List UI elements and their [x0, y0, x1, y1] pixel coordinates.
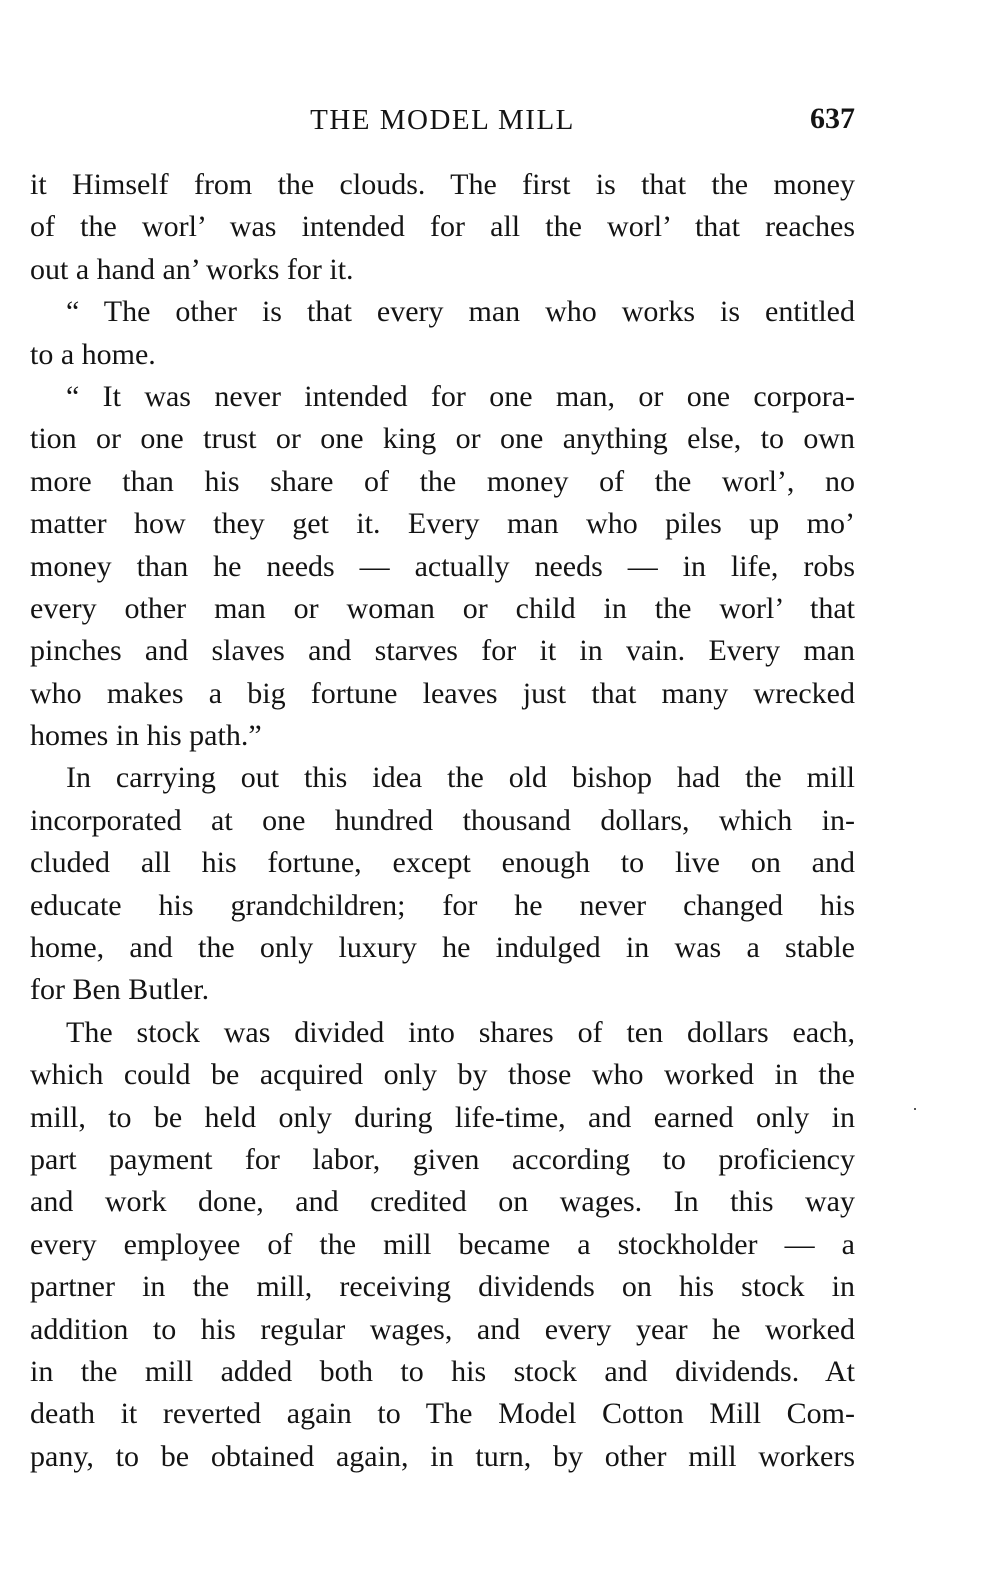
text-line: mill, to be held only during life-time, and earned only in: [30, 1100, 855, 1134]
text-line: partner in the mill, receiving dividends on his stock in: [30, 1270, 855, 1304]
text-line: in the mill added both to his stock and dividends. At: [30, 1354, 855, 1388]
text-line: incorporated at one hundred thousand dollars, which in-: [30, 803, 855, 837]
text-line: and work done, and credited on wages. In this way: [30, 1185, 855, 1219]
text-line: The stock was divided into shares of ten dollars each,: [66, 1015, 855, 1049]
text-line: every other man or woman or child in the worl’ that: [30, 591, 855, 625]
text-line: cluded all his fortune, except enough to live on and: [30, 846, 855, 880]
text-line: more than his share of the money of the worl’, no: [30, 464, 855, 498]
text-line: it Himself from the clouds. The first is that the money: [30, 168, 855, 201]
text-line: matter how they get it. Every man who piles up mo’: [30, 507, 855, 541]
text-line: every employee of the mill became a stockholder — a: [30, 1227, 855, 1261]
text-line: for Ben Butler.: [30, 973, 210, 1007]
text-line: pany, to be obtained again, in turn, by other mill workers: [30, 1439, 855, 1473]
text-line: pinches and slaves and starves for it in vain. Every man: [30, 634, 855, 668]
text-line: homes in his path.”: [30, 719, 262, 753]
text-line: to a home.: [30, 337, 156, 371]
text-line: which could be acquired only by those who worked in the: [30, 1058, 855, 1092]
print-speck: [914, 1108, 916, 1110]
text-line: home, and the only luxury he indulged in was a stable: [30, 931, 855, 965]
body-text: [30, 164, 855, 1478]
text-line: “ It was never intended for one man, or one corpora-: [66, 379, 855, 413]
text-line: money than he needs — actually needs — in life, robs: [30, 549, 855, 583]
running-title: THE MODEL MILL: [310, 104, 575, 136]
text-line: “ The other is that every man who works is entitled: [66, 295, 855, 329]
text-line: death it reverted again to The Model Cotton Mill Com-: [30, 1397, 855, 1431]
text-line: part payment for labor, given according to proficiency: [30, 1142, 855, 1176]
text-line: addition to his regular wages, and every year he worked: [30, 1312, 855, 1346]
text-line: out a hand an’ works for it.: [30, 252, 354, 286]
text-line: In carrying out this idea the old bishop had the mill: [66, 761, 855, 795]
text-line: educate his grandchildren; for he never changed his: [30, 888, 855, 922]
text-line: tion or one trust or one king or one anything else, to own: [30, 422, 855, 456]
page-header: [30, 96, 855, 140]
text-line: who makes a big fortune leaves just that many wrecked: [30, 676, 855, 710]
text-line: of the worl’ was intended for all the worl’ that reaches: [30, 210, 855, 244]
page-number: 637: [810, 102, 855, 135]
